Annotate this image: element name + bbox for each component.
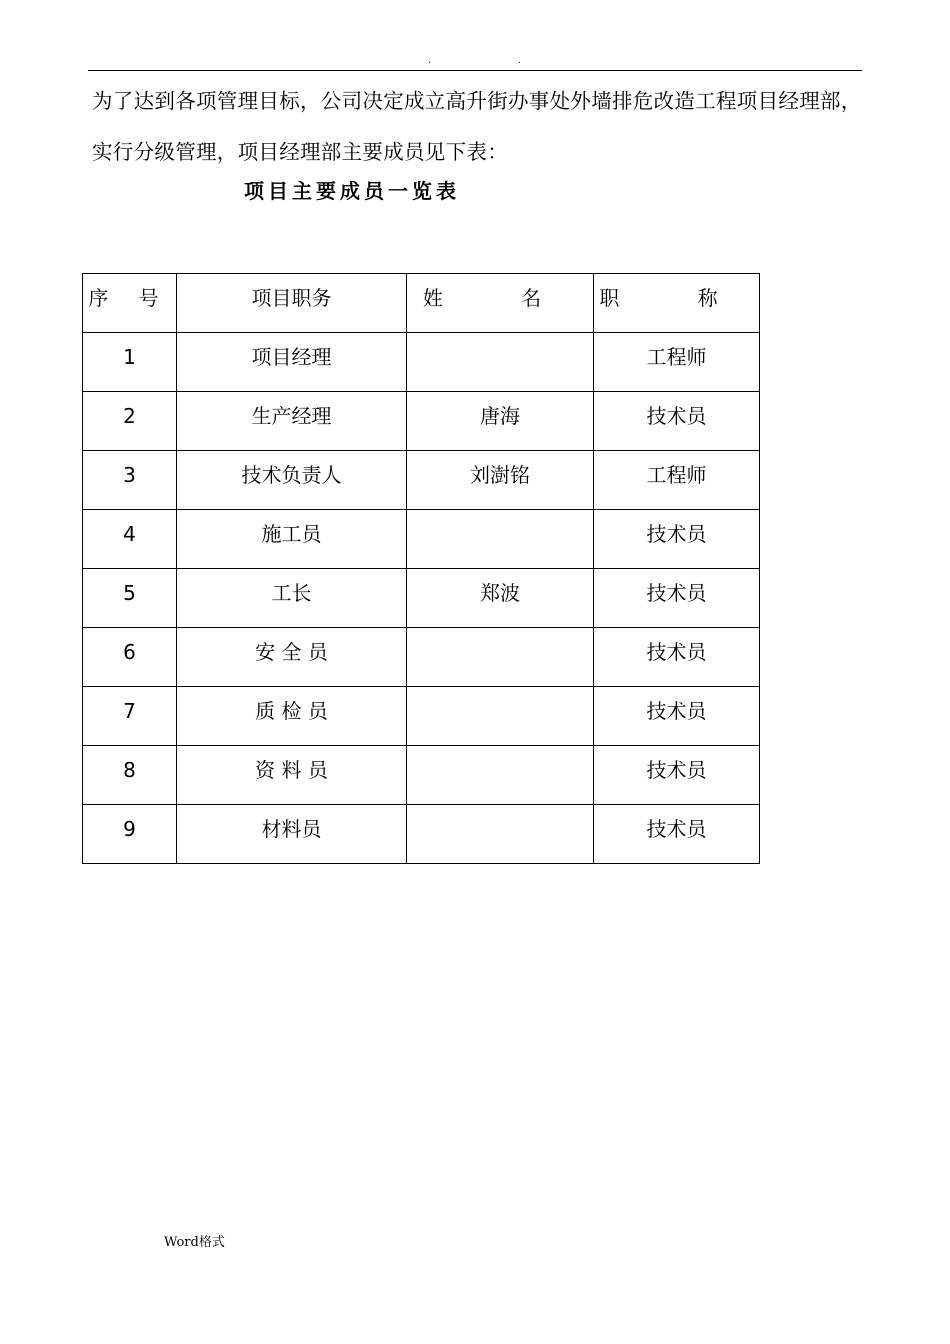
header-dot-right: . bbox=[518, 56, 521, 66]
header-no bbox=[83, 274, 177, 333]
cell-role-text: 材料员 bbox=[261, 817, 322, 841]
cell-title bbox=[594, 687, 760, 746]
table-title: 项目主要成员一览表 bbox=[244, 179, 460, 203]
footer-label: Word格式 bbox=[164, 1235, 225, 1250]
cell-no bbox=[83, 392, 177, 451]
cell-name bbox=[407, 569, 594, 628]
header-role-label: 项目职务 bbox=[251, 286, 332, 310]
cell-title-text: 工程师 bbox=[646, 345, 707, 369]
cell-no bbox=[83, 746, 177, 805]
header-dot-left: . bbox=[428, 56, 431, 66]
header-name bbox=[407, 274, 594, 333]
cell-role-text: 安 全 员 bbox=[255, 640, 328, 664]
table-row bbox=[83, 451, 760, 510]
cell-no-text: 8 bbox=[123, 758, 136, 782]
cell-title bbox=[594, 451, 760, 510]
cell-no-text: 5 bbox=[123, 581, 136, 605]
cell-no-text: 2 bbox=[123, 404, 136, 428]
cell-name-text bbox=[407, 333, 593, 347]
cell-no bbox=[83, 628, 177, 687]
cell-name bbox=[407, 687, 594, 746]
intro-paragraph: 为了达到各项管理目标，公司决定成立高升街办事处外墙排危改造工程项目经理部，实行分级管理，项目经理部主要成员见下表： bbox=[92, 89, 862, 164]
cell-no-text: 3 bbox=[123, 463, 136, 487]
cell-no bbox=[83, 805, 177, 864]
cell-title-text: 技术员 bbox=[646, 758, 707, 782]
cell-name bbox=[407, 333, 594, 392]
cell-title bbox=[594, 333, 760, 392]
members-table bbox=[82, 273, 760, 864]
cell-title-text: 技术员 bbox=[646, 817, 707, 841]
cell-no-text: 9 bbox=[123, 817, 136, 841]
cell-title bbox=[594, 510, 760, 569]
table-row bbox=[83, 746, 760, 805]
cell-no bbox=[83, 510, 177, 569]
cell-no bbox=[83, 687, 177, 746]
cell-no-text: 4 bbox=[123, 522, 136, 546]
cell-title bbox=[594, 392, 760, 451]
cell-role-text: 质 检 员 bbox=[255, 699, 328, 723]
table-row bbox=[83, 628, 760, 687]
cell-title-text: 工程师 bbox=[646, 463, 707, 487]
cell-role-text: 技术负责人 bbox=[241, 463, 342, 487]
members-table-body bbox=[83, 274, 760, 864]
cell-name-text bbox=[407, 628, 593, 642]
header-rule bbox=[88, 70, 862, 71]
header-no-label: 序 号 bbox=[88, 286, 171, 310]
cell-name-text bbox=[407, 510, 593, 524]
cell-role-text: 资 料 员 bbox=[255, 758, 328, 782]
cell-name-text: 刘澍铭 bbox=[470, 463, 530, 487]
cell-role bbox=[177, 569, 407, 628]
cell-role bbox=[177, 510, 407, 569]
cell-name bbox=[407, 805, 594, 864]
cell-no-text: 6 bbox=[123, 640, 136, 664]
cell-title-text: 技术员 bbox=[646, 640, 707, 664]
header-name-label: 姓 名 bbox=[422, 286, 578, 310]
cell-title-text: 技术员 bbox=[646, 581, 707, 605]
cell-name bbox=[407, 510, 594, 569]
table-row bbox=[83, 510, 760, 569]
cell-no bbox=[83, 569, 177, 628]
cell-title bbox=[594, 569, 760, 628]
header-marks bbox=[0, 56, 950, 66]
cell-title-text: 技术员 bbox=[646, 699, 707, 723]
cell-name-text bbox=[407, 687, 593, 701]
cell-role bbox=[177, 392, 407, 451]
table-row bbox=[83, 687, 760, 746]
cell-no-text: 7 bbox=[123, 699, 136, 723]
cell-role bbox=[177, 333, 407, 392]
table-row bbox=[83, 805, 760, 864]
cell-name bbox=[407, 628, 594, 687]
cell-title-text: 技术员 bbox=[646, 404, 707, 428]
cell-role bbox=[177, 451, 407, 510]
cell-role bbox=[177, 805, 407, 864]
cell-title bbox=[594, 805, 760, 864]
table-row bbox=[83, 569, 760, 628]
cell-name-text bbox=[407, 746, 593, 760]
table-header-row bbox=[83, 274, 760, 333]
cell-role bbox=[177, 746, 407, 805]
table-row bbox=[83, 333, 760, 392]
cell-name-text: 郑波 bbox=[480, 581, 520, 605]
cell-no bbox=[83, 451, 177, 510]
cell-title-text: 技术员 bbox=[646, 522, 707, 546]
cell-no-text: 1 bbox=[123, 345, 136, 369]
header-title bbox=[594, 274, 760, 333]
header-title-label: 职 称 bbox=[599, 286, 754, 310]
cell-no bbox=[83, 333, 177, 392]
cell-name-text bbox=[407, 805, 593, 819]
cell-role-text: 生产经理 bbox=[251, 404, 332, 428]
cell-name bbox=[407, 746, 594, 805]
cell-name bbox=[407, 451, 594, 510]
cell-title bbox=[594, 628, 760, 687]
cell-role bbox=[177, 628, 407, 687]
cell-role-text: 项目经理 bbox=[251, 345, 332, 369]
cell-name bbox=[407, 392, 594, 451]
table-row bbox=[83, 392, 760, 451]
header-role bbox=[177, 274, 407, 333]
cell-role bbox=[177, 687, 407, 746]
cell-role-text: 工长 bbox=[271, 581, 312, 605]
cell-role-text: 施工员 bbox=[261, 522, 322, 546]
cell-title bbox=[594, 746, 760, 805]
cell-name-text: 唐海 bbox=[480, 404, 520, 428]
